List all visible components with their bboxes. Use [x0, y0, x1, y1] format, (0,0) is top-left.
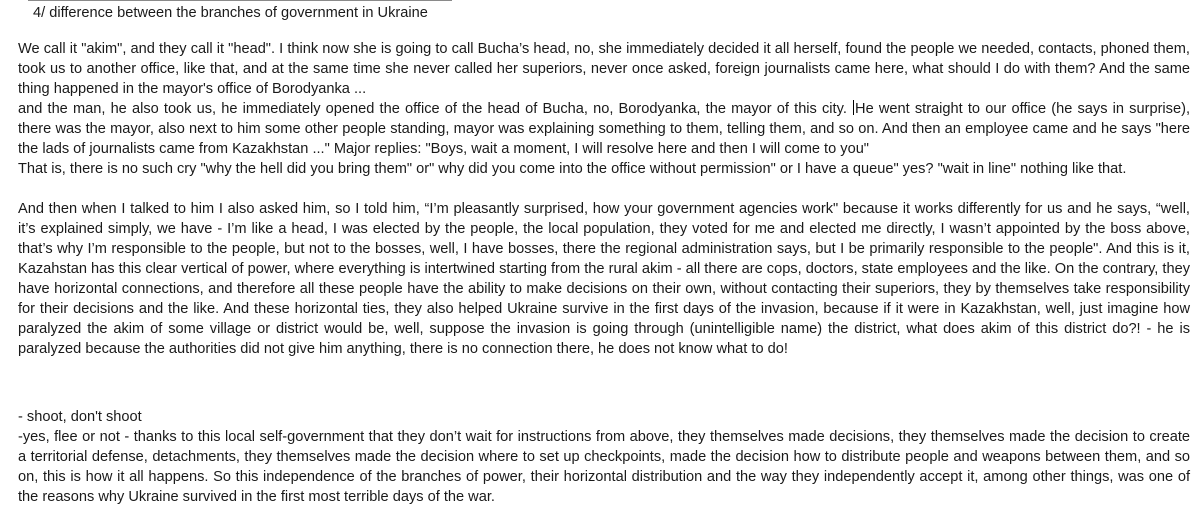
heading-underline — [28, 0, 452, 1]
paragraph-5: - shoot, don't shoot — [18, 409, 142, 425]
paragraph-2-after-caret: He went straight to our office (he says in surprise), there was the mayor, also next to him some other people standing, mayor was explaining something to them, telling them, and so on. And then an employee came and he says "here the lads of journalists came from Kazakhstan ..." Major replies: "Boys, wait a moment, I will resolve here and then I will come to you" — [18, 101, 1190, 157]
paragraph-3: That is, there is no such cry "why the hell did you bring them" or" why did you come into the office without permission" or I have a queue" yes? "wait in line" nothing like that. — [18, 161, 1127, 177]
text-cursor — [853, 100, 854, 115]
document-heading: 4/ difference between the branches of government in Ukraine — [33, 5, 428, 21]
paragraph-4: And then when I talked to him I also asked him, so I told him, “I’m pleasantly surprised, how your government agencies work" because it works differently for us and he says, “well, it’s explained simply, we have - I’m like a head, I was elected by the people, the local population, they voted for me and elected me directly, I wasn’t appointed by the boss above, that’s why I’m responsible to the people, but not to the bosses, well, I have bosses, there the regional administration says, but I be primarily responsible to the people". And this is it, Kazahstan has this clear vertical of power, where everything is intertwined starting from the rural akim - all there are cops, doctors, state employees and the like. On the contrary, they have horizontal connections, and therefore all these people have the ability to make decisions on their own, without contacting their superiors, they by themselves take responsibility for their decisions and the like. And these horizontal ties, they also helped Ukraine survive in the first days of the invasion, because if it were in Kazakhstan, well, just imagine how paralyzed the akim of some village or district would be, well, suppose the invasion is going through (unintelligible name) the district, what does akim of this district do?! - he is paralyzed because the authorities did not give him anything, there is no connection there, he does not know what to do! — [18, 201, 1190, 357]
paragraph-2 — [18, 99, 1190, 159]
paragraph-2-before-caret: and the man, he also took us, he immediately opened the office of the head of Bucha, no, Borodyanka, the mayor of this city. — [18, 101, 847, 117]
paragraph-1: We call it "akim", and they call it "head". I think now she is going to call Bucha’s head, no, she immediately decided it all herself, found the people we needed, contacts, phoned them, took us to another office, like that, and at the same time she never called her superiors, never once asked, foreign journalists came here, what should I do with them? And the same thing happened in the mayor's office of Borodyanka ... — [18, 41, 1190, 97]
paragraph-6: -yes, flee or not - thanks to this local self-government that they don’t wait for instructions from above, they themselves made decisions, they themselves made the decision to create a territorial defense, detachments, they themselves made the decision where to set up checkpoints, made the decision how to distribute people and weapons between them, and so on, this is how it all happens. So this independence of the branches of power, their horizontal distribution and the way they independently accept it, among other things, was one of the reasons why Ukraine survived in the first most terrible days of the war. — [18, 429, 1190, 505]
